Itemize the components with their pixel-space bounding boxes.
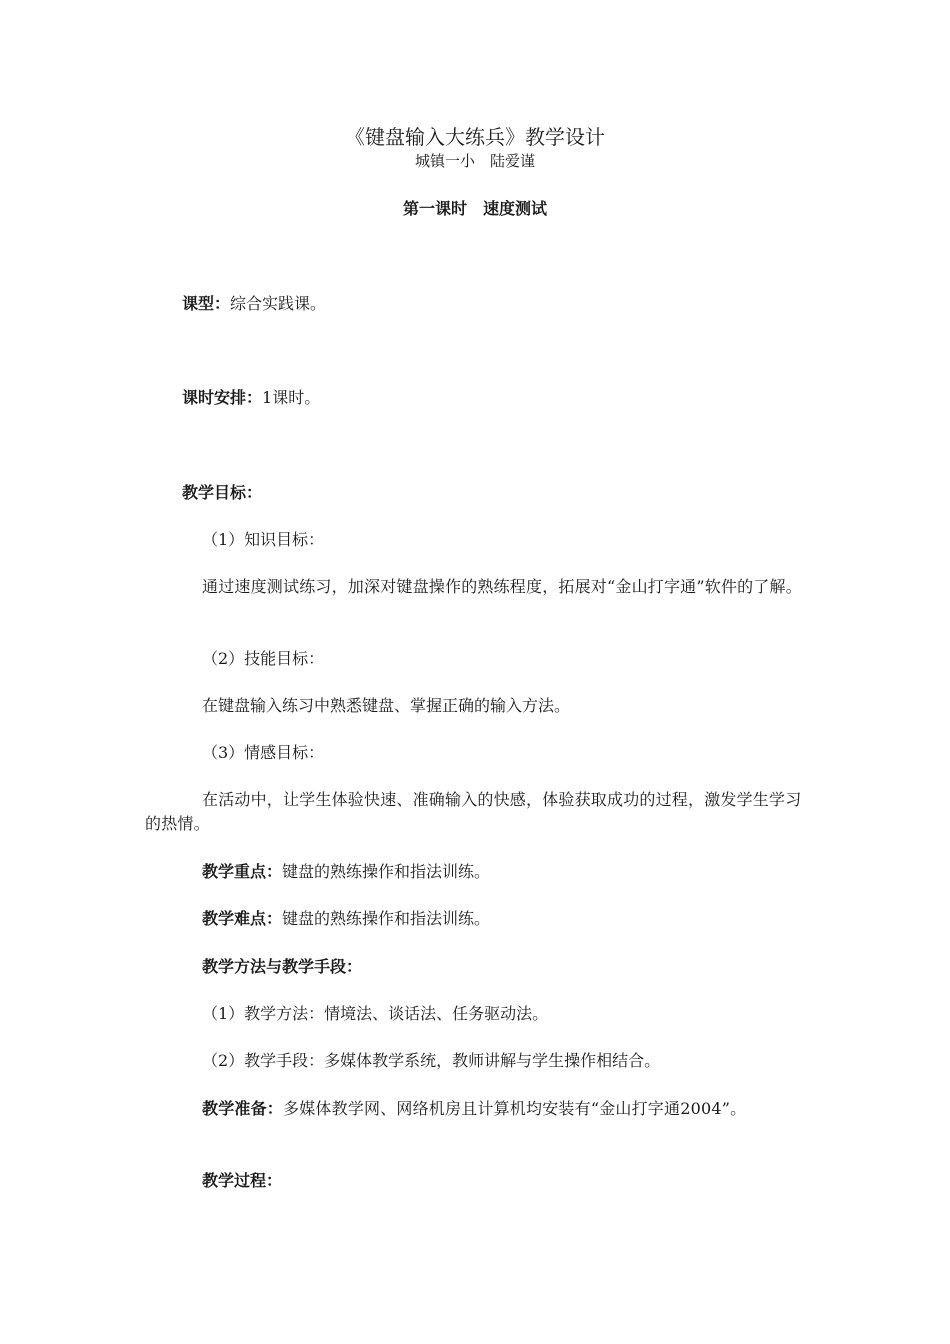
course-type-value: 综合实践课。 xyxy=(230,294,327,313)
preparation-label: 教学准备： xyxy=(202,1099,284,1118)
preparation-paragraph xyxy=(145,1097,785,1121)
course-type-label: 课型： xyxy=(182,294,231,313)
method-item-1: （1）教学方法：情境法、谈话法、任务驱动法。 xyxy=(202,1004,549,1023)
skill-objective-text: 在键盘输入练习中熟悉键盘、掌握正确的输入方法。 xyxy=(202,696,571,715)
schedule-value: 1课时。 xyxy=(262,388,321,407)
objectives-heading: 教学目标： xyxy=(182,483,263,502)
author-line: 城镇一小 陆爱谨 xyxy=(414,152,535,170)
methods-heading: 教学方法与教学手段： xyxy=(202,957,363,976)
method-item-2: （2）教学手段：多媒体教学系统，教师讲解与学生操作相结合。 xyxy=(202,1051,661,1070)
knowledge-objective-label: （1）知识目标： xyxy=(202,530,325,549)
emotion-objective-text: 在活动中，让学生体验快速、准确输入的快感，体验获取成功的过程，激发学生学习的热情。 xyxy=(145,790,802,833)
skill-objective-label: （2）技能目标： xyxy=(202,649,325,668)
emotion-objective-label: （3）情感目标： xyxy=(202,743,325,762)
key-point-label: 教学重点： xyxy=(202,862,283,881)
preparation-value: 多媒体教学网、网络机房且计算机均安装有“金山打字通2004”。 xyxy=(283,1099,747,1118)
difficulty-value: 键盘的熟练操作和指法训练。 xyxy=(282,909,491,928)
schedule-line xyxy=(182,386,320,410)
process-heading: 教学过程： xyxy=(202,1171,283,1190)
course-type-line xyxy=(182,292,326,316)
difficulty-label: 教学难点： xyxy=(202,909,283,928)
lesson-heading: 第一课时 速度测试 xyxy=(402,199,547,218)
key-point-line xyxy=(202,860,490,884)
knowledge-objective-text: 通过速度测试练习，加深对键盘操作的熟练程度，拓展对“金山打字通”软件的了解。 xyxy=(202,577,802,596)
difficulty-line xyxy=(202,907,490,931)
document-title: 《键盘输入大练兵》教学设计 xyxy=(345,125,605,149)
key-point-value: 键盘的熟练操作和指法训练。 xyxy=(282,862,491,881)
schedule-label: 课时安排： xyxy=(182,388,263,407)
